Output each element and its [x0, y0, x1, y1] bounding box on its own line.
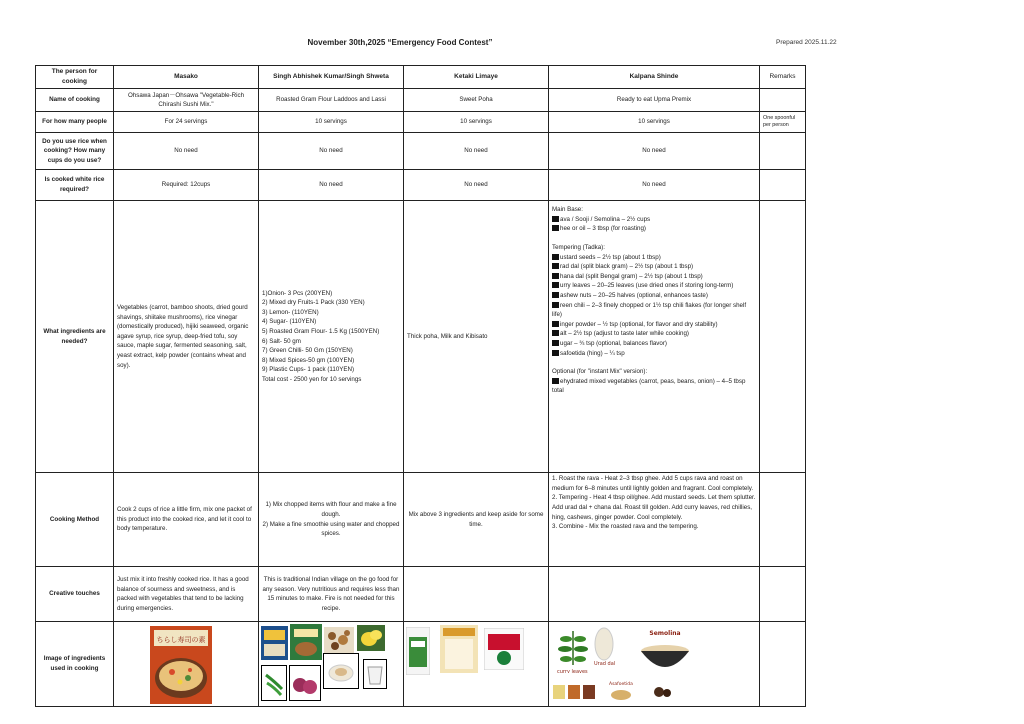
kibisato-sugar-image: [484, 628, 524, 670]
header-person: The person for cooking: [36, 66, 114, 89]
row-ingredients: [36, 201, 806, 473]
row-label: What ingredients are needed?: [36, 201, 114, 473]
mixed-nuts-image: [324, 627, 354, 653]
grains-image: [551, 681, 597, 703]
milk-carton-image: [406, 627, 430, 675]
spices-image: [323, 653, 359, 689]
method-step: 3. Combine - Mix the roasted rava and the tempering.: [552, 523, 699, 531]
cell-singh-image: [259, 622, 404, 707]
ingredient-line: [552, 320, 756, 330]
cell-kalpana-image: [549, 622, 760, 707]
cell-remarks: [760, 567, 806, 622]
sushi-mix-package-image: [150, 626, 212, 704]
row-label: Name of cooking: [36, 89, 114, 112]
header-masako: Masako: [114, 66, 259, 89]
ingredient-text: ashew nuts – 20–25 halves (optional, enhances taste): [560, 292, 708, 299]
cell-masako: Just mix it into freshly cooked rice. It has a good balance of sourness and sweetness, and is packed with vegetables that tend to be lacking during emergencies.: [114, 567, 259, 622]
row-rice: [36, 133, 806, 170]
ingredient-line: [552, 262, 756, 272]
garbled-glyph-icon: [552, 340, 559, 346]
cell-singh: [259, 201, 404, 473]
cell-masako: For 24 servings: [114, 112, 259, 133]
cell-ketaki: [404, 567, 549, 622]
garbled-glyph-icon: [552, 273, 559, 279]
cell-masako: Required: 12cups: [114, 170, 259, 201]
cell-remarks: [760, 133, 806, 170]
cell-ketaki: No need: [404, 170, 549, 201]
ingredient-line: 2) Mixed dry Fruits-1 Pack (330 YEN): [262, 299, 365, 307]
ingredient-line: 7) Green Chilli- 50 Gm (150YEN): [262, 347, 353, 355]
ingredient-line: 6) Salt- 50 gm: [262, 337, 301, 345]
ingredient-text: rad dal (split black gram) – 2½ tsp (about 1 tbsp): [560, 263, 694, 271]
ingredient-line: [552, 272, 756, 282]
row-label: Is cooked white rice required?: [36, 170, 114, 201]
ingredient-text: ehydrated mixed vegetables (carrot, peas, beans, onion) – 4–5 tbsp total: [552, 377, 746, 395]
tempering-title: Tempering (Tadka):: [552, 243, 605, 251]
cell-ketaki: Mix above 3 ingredients and keep aside for some time.: [404, 473, 549, 567]
cell-kalpana: No need: [549, 170, 760, 201]
ingredient-line: [552, 215, 756, 225]
chilli-image: [261, 665, 287, 701]
page-title: November 30th,2025 “Emergency Food Contest”: [307, 38, 493, 47]
ingredient-line: [552, 349, 756, 359]
garbled-glyph-icon: [552, 225, 559, 231]
gram-flour-pack-image: [261, 626, 288, 660]
ingredient-line: [552, 291, 756, 301]
ingredient-line: 5) Roasted Gram Flour- 1.5 Kg (1500YEN): [262, 328, 380, 336]
dry-fruits-pack-image: [290, 624, 322, 660]
ingredient-line: [552, 339, 756, 349]
cell-kalpana: 10 servings: [549, 112, 760, 133]
onion-image: [289, 665, 321, 701]
cell-ketaki: 10 servings: [404, 112, 549, 133]
row-cooking-method: [36, 473, 806, 567]
row-label: Image of ingredients used in cooking: [36, 622, 114, 707]
mustard-seeds-image: [649, 681, 677, 701]
ingredient-line: 1)Onion- 3 Pcs (200YEN): [262, 289, 333, 297]
cell-singh: 10 servings: [259, 112, 404, 133]
ingredient-text: urry leaves – 20–25 leaves (use dried ones if storing long-term): [560, 282, 734, 290]
cell-remarks: [760, 473, 806, 567]
cell-kalpana: [549, 201, 760, 473]
garbled-glyph-icon: [552, 378, 559, 384]
cell-ketaki: No need: [404, 133, 549, 170]
asafoetida-image: [607, 679, 641, 703]
package-label: ちらし寿司の素: [156, 636, 206, 645]
ingredient-text: inger powder – ½ tsp (optional, for flavor and dry stability): [560, 320, 718, 328]
row-label: Cooking Method: [36, 473, 114, 567]
contest-table: [35, 65, 806, 707]
cell-kalpana: No need: [549, 133, 760, 170]
row-label: For how many people: [36, 112, 114, 133]
cell-masako: No need: [114, 133, 259, 170]
row-creative: [36, 567, 806, 622]
urad-dal-label: Urad dal: [594, 661, 615, 667]
ingredient-line: 4) Sugar- (110YEN): [262, 318, 317, 326]
ingredient-text: hee or oil – 3 tbsp (for roasting): [560, 225, 646, 233]
garbled-glyph-icon: [552, 321, 559, 327]
ingredient-text: ustard seeds – 2½ tsp (about 1 tbsp): [560, 253, 661, 261]
curry-leaves-image: [555, 627, 591, 673]
ingredient-line: [552, 281, 756, 291]
ingredient-text: alt – 2½ tsp (adjust to taste later while cooking): [560, 330, 689, 338]
ingredient-line: 8) Mixed Spices-50 gm (100YEN): [262, 356, 355, 364]
header-row: [36, 66, 806, 89]
cell-singh: This is traditional Indian village on the go food for any season. Very nutritious and requires less than 15 minutes to make. Fire is not needed for this recipe.: [259, 567, 404, 622]
ingredient-line: [552, 253, 756, 263]
cell-remarks: [760, 201, 806, 473]
cell-ketaki-image: [404, 622, 549, 707]
cell-singh: Roasted Gram Flour Laddoos and Lassi: [259, 89, 404, 112]
prepared-date: Prepared 2025.11.22: [776, 39, 837, 46]
lemon-image: [357, 625, 385, 651]
row-people: [36, 112, 806, 133]
ingredient-line: [552, 224, 756, 234]
total-cost: Total cost - 2500 yen for 10 servings: [262, 376, 362, 384]
semolina-bowl-image: [635, 627, 695, 677]
method-step: 2. Tempering - Heat 4 tbsp oil/ghee. Add mustard seeds. Let them splutter. Add urad dal + chana dal. Roast till golden. Add curry leaves, red chillies, hing, cashews, ginger powder. Cool completely.: [552, 494, 756, 521]
cell-remarks: [760, 170, 806, 201]
garbled-glyph-icon: [552, 282, 559, 288]
ingredient-text: safoetida (hing) – ¼ tsp: [560, 349, 625, 357]
garbled-glyph-icon: [552, 302, 559, 308]
ingredient-text: ugar – ¾ tsp (optional, balances flavor): [560, 340, 667, 348]
header-remarks: Remarks: [760, 66, 806, 89]
garbled-glyph-icon: [552, 216, 559, 222]
method-step: 2) Make a fine smoothie using water and chopped spices.: [262, 520, 400, 538]
row-label: Creative touches: [36, 567, 114, 622]
semolina-label: Semolina: [649, 630, 681, 638]
ingredient-text: reen chili – 2–3 finely chopped or 1½ tsp chili flakes (for longer shelf life): [552, 301, 747, 319]
ingredient-line: 3) Lemon- (110YEN): [262, 308, 319, 316]
cell-masako: Cook 2 cups of rice a little firm, mix one packet of this product into the cooked rice, and let it cool to body temperature.: [114, 473, 259, 567]
row-cooked-rice: [36, 170, 806, 201]
ingredient-line: 9) Plastic Cups- 1 pack (110YEN): [262, 366, 355, 374]
cell-masako-image: [114, 622, 259, 707]
garbled-glyph-icon: [552, 330, 559, 336]
row-images: [36, 622, 806, 707]
cell-kalpana: Ready to eat Upma Premix: [549, 89, 760, 112]
ingredient-text: ava / Sooji / Semolina – 2½ cups: [560, 215, 651, 223]
garbled-glyph-icon: [552, 263, 559, 269]
method-step: 1) Mix chopped items with flour and make a fine dough.: [265, 501, 397, 519]
ingredient-line: [552, 329, 756, 339]
cell-kalpana: [549, 567, 760, 622]
cell-singh: No need: [259, 133, 404, 170]
cell-singh: [259, 473, 404, 567]
cell-masako: Ohsawa Japan－Ohsawa "Vegetable-Rich Chirashi Sushi Mix.": [114, 89, 259, 112]
asafoetida-label: Asafoetida: [609, 682, 633, 688]
cell-remarks: [760, 89, 806, 112]
row-name: [36, 89, 806, 112]
ingredient-text: hana dal (split Bengal gram) – 2½ tsp (about 1 tbsp): [560, 272, 703, 280]
optional-title: Optional (for "instant Mix" version):: [552, 368, 648, 376]
urad-dal-image: [593, 626, 615, 666]
cell-ketaki: Sweet Poha: [404, 89, 549, 112]
main-base-title: Main Base:: [552, 206, 583, 214]
cell-remarks: [760, 622, 806, 707]
cell-ketaki: Thick poha, Milk and Kibisato: [404, 201, 549, 473]
row-label: Do you use rice when cooking? How many cups do you use?: [36, 133, 114, 170]
header-singh: Singh Abhishek Kumar/Singh Shweta: [259, 66, 404, 89]
method-step: 1. Roast the rava - Heat 2–3 tbsp ghee. Add 5 cups rava and roast on medium for 6–8 minutes until lightly golden and fragrant. Cool completely.: [552, 475, 754, 492]
cell-masako: Vegetables (carrot, bamboo shoots, dried gourd shavings, shiitake mushrooms), rice vinegar (domestically produced), hijiki seaweed, organic agave syrup, rice syrup, deep-fried tofu, soy sauce, maple sugar, fermented seasoning, salt, yeast extract, kelp powder (contains wheat and soy).: [114, 201, 259, 473]
cell-kalpana: [549, 473, 760, 567]
ingredient-line: [552, 377, 756, 396]
plastic-cups-image: [363, 659, 387, 689]
garbled-glyph-icon: [552, 254, 559, 260]
poha-pack-image: [440, 625, 478, 673]
curry-leaves-label: curry leaves: [557, 669, 588, 674]
garbled-glyph-icon: [552, 350, 559, 356]
header-kalpana: Kalpana Shinde: [549, 66, 760, 89]
cell-singh: No need: [259, 170, 404, 201]
cell-remarks: One spoonful per person: [760, 112, 806, 133]
ingredient-line: [552, 301, 756, 320]
garbled-glyph-icon: [552, 292, 559, 298]
header-ketaki: Ketaki Limaye: [404, 66, 549, 89]
